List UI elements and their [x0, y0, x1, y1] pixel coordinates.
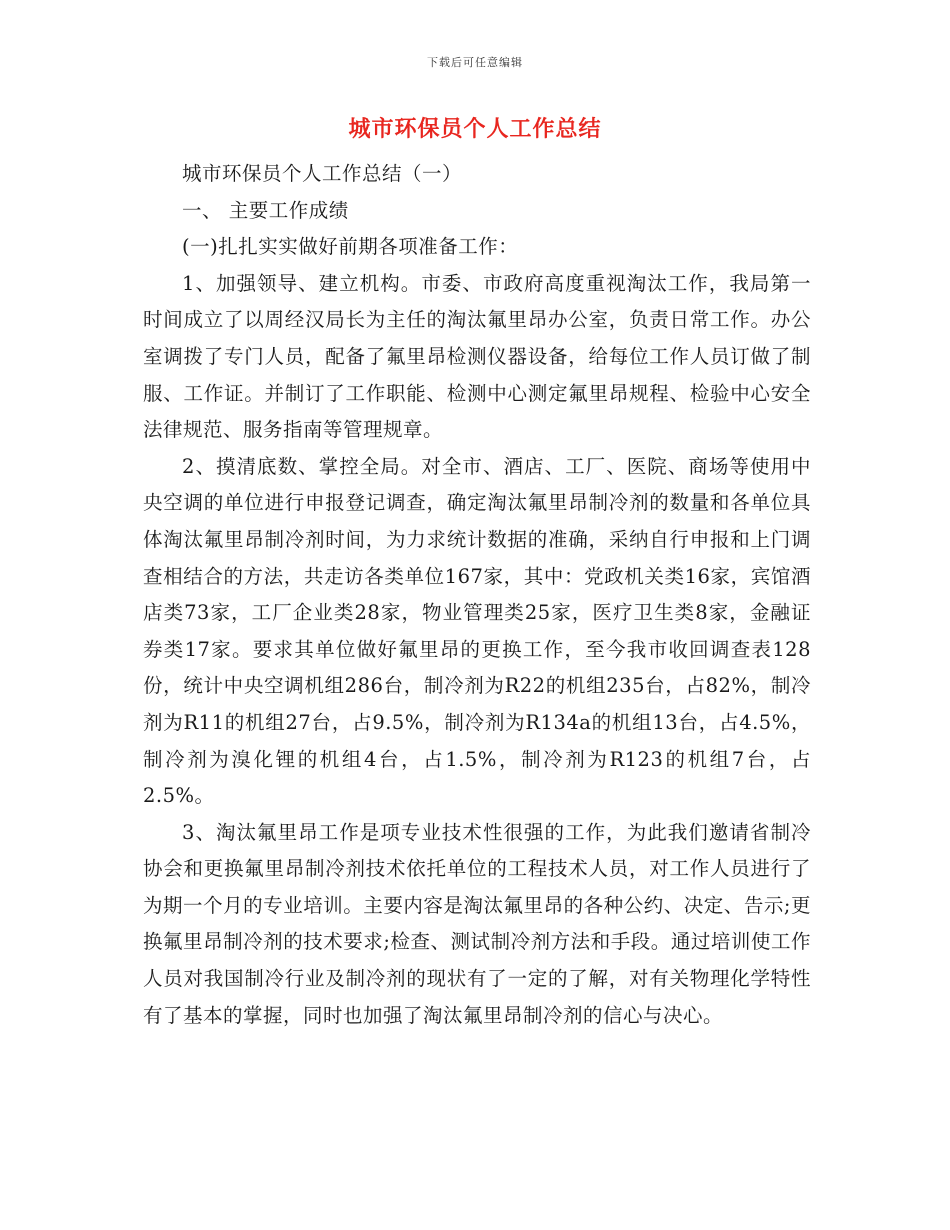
section-heading: 一、 主要工作成绩 [182, 198, 349, 222]
subsection-heading: (一)扎扎实实做好前期各项准备工作： [182, 235, 519, 259]
document-body [143, 156, 811, 1034]
subtitle-paragraph: 城市环保员个人工作总结（一） [182, 162, 463, 185]
header-note: 下载后可任意编辑 [427, 56, 523, 69]
body-paragraph: 2、摸清底数、掌控全局。对全市、酒店、工厂、医院、商场等使用中央空调的单位进行申报登记调查，确定淘汰氟里昂制冷剂的数量和各单位具体淘汰氟里昂制冷剂时间，为力求统计数据的准确，采纳自行申报和上门调查相结合的方法，共走访各类单位167家，其中：党政机关类16家，宾馆酒店类73家，工厂企业类28家，物业管理类25家，医疗卫生类8家，金融证券类17家。要求其单位做好氟里昂的更换工作，至今我市收回调查表128份，统计中央空调机组286台，制冷剂为R22的机组235台，占82%，制冷剂为R11的机组27台，占9.5%，制冷剂为R134a的机组13台，占4.5%，制冷剂为溴化锂的机组4台，占1.5%，制冷剂为R123的机组7台，占2.5%。 [143, 454, 811, 808]
body-paragraph: 3、淘汰氟里昂工作是项专业技术性很强的工作，为此我们邀请省制冷协会和更换氟里昂制冷剂技术依托单位的工程技术人员，对工作人员进行了为期一个月的专业培训。主要内容是淘汰氟里昂的各种公约、决定、告示;更换氟里昂制冷剂的技术要求;检查、测试制冷剂方法和手段。通过培训使工作人员对我国制冷行业及制冷剂的现状有了一定的了解，对有关物理化学特性有了基本的掌握，同时也加强了淘汰氟里昂制冷剂的信心与决心。 [143, 820, 811, 1027]
document-title: 城市环保员个人工作总结 [348, 116, 602, 142]
body-paragraph: 1、加强领导、建立机构。市委、市政府高度重视淘汰工作，我局第一时间成立了以周经汉局长为主任的淘汰氟里昂办公室，负责日常工作。办公室调拨了专门人员，配备了氟里昂检测仪器设备，给每位工作人员订做了制服、工作证。并制订了工作职能、检测中心测定氟里昂规程、检验中心安全法律规范、服务指南等管理规章。 [143, 271, 811, 442]
